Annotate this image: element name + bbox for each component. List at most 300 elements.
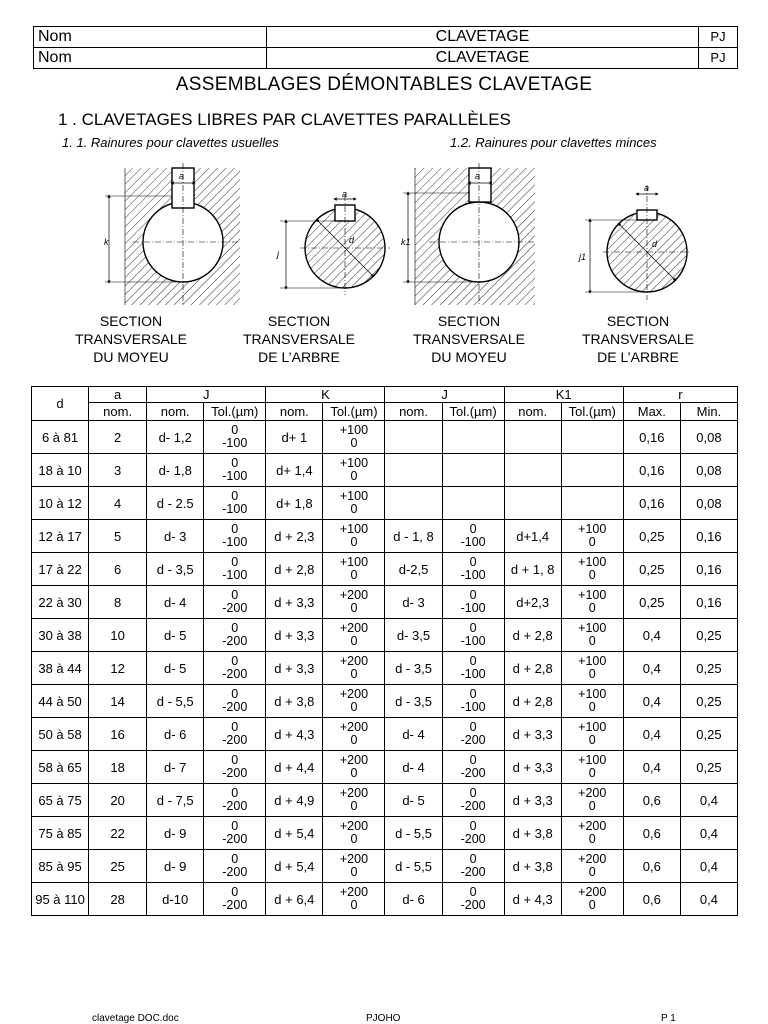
- shaft-section-figure-thin: [575, 180, 695, 305]
- cell-k-nom: d + 5,4: [266, 817, 323, 850]
- cell-a: 22: [89, 817, 147, 850]
- cell-j-nom: d- 9: [147, 850, 204, 883]
- tol-upper: 0: [469, 555, 477, 569]
- cell-j-thin-tol: [442, 520, 504, 553]
- tol-lower: -200: [222, 601, 248, 615]
- tol-upper: +100: [578, 720, 607, 734]
- cell-r-min: 0,08: [680, 421, 737, 454]
- header-name-label: Nom: [34, 27, 267, 48]
- cell-j-thin-nom: d- 5: [385, 784, 442, 817]
- tol-lower: -200: [460, 865, 486, 879]
- dimension-label: j: [277, 249, 279, 259]
- cell-j-thin-tol: [442, 718, 504, 751]
- cell-r-max: 0,4: [623, 652, 680, 685]
- cell-r-max: 0,6: [623, 883, 680, 916]
- tol-lower: 0: [350, 436, 358, 450]
- cell-j-nom: d- 5: [147, 652, 204, 685]
- cell-r-min: 0,25: [680, 619, 737, 652]
- header-title: CLAVETAGE: [267, 27, 699, 48]
- table-row: [32, 619, 738, 652]
- cell-j-thin-nom: d - 1, 8: [385, 520, 442, 553]
- cell-j-thin-tol: [442, 751, 504, 784]
- cell-r-min: 0,08: [680, 487, 737, 520]
- dimension-label: a: [475, 171, 481, 181]
- tol-upper: +200: [578, 819, 607, 833]
- subsection-title-usual: 1. 1. Rainures pour clavettes usuelles: [62, 135, 279, 150]
- cell-k-nom: d + 2,3: [266, 520, 323, 553]
- cell-r-max: 0,6: [623, 850, 680, 883]
- cell-r-max: 0,4: [623, 685, 680, 718]
- table-row: [32, 520, 738, 553]
- cell-j-tol: [204, 454, 266, 487]
- table-row: [32, 652, 738, 685]
- tol-upper: +200: [339, 588, 369, 602]
- cell-j-thin-tol: [442, 421, 504, 454]
- cell-k1-nom: d + 3,3: [504, 751, 561, 784]
- tol-lower: -200: [222, 700, 248, 714]
- cell-k1-nom: d + 2,8: [504, 685, 561, 718]
- tol-upper: 0: [231, 489, 239, 503]
- table-row: [32, 850, 738, 883]
- cell-j-thin-tol: [442, 883, 504, 916]
- header-row: [34, 48, 738, 69]
- table-row: [32, 421, 738, 454]
- tol-upper: 0: [469, 786, 477, 800]
- cell-a: 2: [89, 421, 147, 454]
- subheader-max: Max.: [623, 403, 680, 421]
- page-title: ASSEMBLAGES DÉMONTABLES CLAVETAGE: [175, 74, 593, 95]
- tol-upper: +100: [339, 522, 369, 536]
- table-row: [32, 718, 738, 751]
- cell-j-thin-nom: [385, 454, 442, 487]
- hub-section-figure-usual: [95, 163, 245, 310]
- cell-j-nom: d - 5,5: [147, 685, 204, 718]
- cell-k1-nom: d + 3,3: [504, 718, 561, 751]
- cell-k-nom: d + 5,4: [266, 850, 323, 883]
- cell-j-thin-nom: d-2,5: [385, 553, 442, 586]
- tol-lower: 0: [350, 634, 358, 648]
- cell-r-max: 0,25: [623, 586, 680, 619]
- cell-a: 5: [89, 520, 147, 553]
- tol-lower: -200: [460, 799, 486, 813]
- section-title: 1 . CLAVETAGES LIBRES PAR CLAVETTES PARALLÈLES: [58, 110, 511, 129]
- caption-line: SECTION: [606, 313, 670, 329]
- tol-lower: 0: [350, 601, 358, 615]
- cell-k1-tol: [561, 487, 623, 520]
- tol-lower: -100: [460, 601, 486, 615]
- tol-lower: -100: [460, 568, 486, 582]
- cell-r-min: 0,4: [680, 883, 737, 916]
- tol-upper: +100: [578, 753, 607, 767]
- cell-k1-nom: [504, 421, 561, 454]
- tol-upper: 0: [231, 423, 239, 437]
- cell-k1-nom: d + 3,3: [504, 784, 561, 817]
- cell-r-max: 0,4: [623, 751, 680, 784]
- table-row: [32, 751, 738, 784]
- cell-r-max: 0,4: [623, 619, 680, 652]
- tol-lower: 0: [350, 469, 358, 483]
- cell-j-tol: [204, 883, 266, 916]
- dimension-label: d: [652, 239, 658, 249]
- cell-d: 75 à 85: [32, 817, 89, 850]
- header-row: [34, 27, 738, 48]
- tol-upper: 0: [231, 555, 239, 569]
- cell-k-nom: d+ 1,8: [266, 487, 323, 520]
- tol-upper: +200: [339, 654, 369, 668]
- col-header-j-thin: J: [385, 387, 504, 403]
- tol-lower: -200: [222, 799, 248, 813]
- tol-lower: 0: [588, 799, 596, 813]
- cell-j-thin-nom: d - 5,5: [385, 850, 442, 883]
- tol-upper: +100: [339, 423, 369, 437]
- caption-line: TRANSVERSALE: [581, 331, 695, 347]
- cell-k1-nom: d + 1, 8: [504, 553, 561, 586]
- dimension-label: k: [104, 237, 109, 247]
- tol-lower: -100: [460, 634, 486, 648]
- cell-k1-tol: [561, 751, 623, 784]
- cell-k1-nom: d + 3,8: [504, 817, 561, 850]
- col-header-j: J: [147, 387, 266, 403]
- caption-line: TRANSVERSALE: [242, 331, 356, 347]
- tol-lower: 0: [350, 700, 358, 714]
- cell-a: 6: [89, 553, 147, 586]
- tol-lower: 0: [588, 601, 596, 615]
- cell-j-thin-nom: [385, 421, 442, 454]
- cell-k1-tol: [561, 520, 623, 553]
- tol-upper: +100: [578, 555, 607, 569]
- table-row: [32, 685, 738, 718]
- cell-k1-tol: [561, 553, 623, 586]
- cell-j-nom: d- 1,2: [147, 421, 204, 454]
- cell-r-max: 0,25: [623, 553, 680, 586]
- cell-k-nom: d + 4,9: [266, 784, 323, 817]
- tol-upper: +200: [339, 885, 369, 899]
- cell-k-tol: [323, 883, 385, 916]
- cell-d: 17 à 22: [32, 553, 89, 586]
- cell-j-thin-tol: [442, 652, 504, 685]
- table-subheader-row: [32, 403, 738, 421]
- cell-k1-nom: [504, 487, 561, 520]
- tol-lower: -200: [222, 667, 248, 681]
- tol-upper: 0: [231, 621, 239, 635]
- cell-j-nom: d- 9: [147, 817, 204, 850]
- tol-lower: -100: [460, 700, 486, 714]
- figure-caption: [553, 312, 723, 366]
- cell-r-min: 0,25: [680, 718, 737, 751]
- tol-lower: 0: [588, 535, 596, 549]
- tol-upper: 0: [231, 885, 239, 899]
- cell-k-nom: d + 2,8: [266, 553, 323, 586]
- cell-j-nom: d- 6: [147, 718, 204, 751]
- tol-upper: 0: [469, 720, 477, 734]
- tol-lower: -200: [460, 766, 486, 780]
- subheader-nom: nom.: [385, 403, 442, 421]
- cell-j-nom: d- 5: [147, 619, 204, 652]
- cell-a: 3: [89, 454, 147, 487]
- tol-upper: 0: [231, 456, 239, 470]
- tol-upper: 0: [231, 588, 239, 602]
- cell-j-thin-tol: [442, 784, 504, 817]
- tol-lower: 0: [588, 667, 596, 681]
- cell-k-nom: d + 6,4: [266, 883, 323, 916]
- tol-lower: -200: [222, 766, 248, 780]
- subheader-a-nom: nom.: [89, 403, 147, 421]
- cell-a: 25: [89, 850, 147, 883]
- cell-j-thin-tol: [442, 487, 504, 520]
- cell-j-nom: d - 3,5: [147, 553, 204, 586]
- cell-j-thin-tol: [442, 817, 504, 850]
- tol-upper: 0: [469, 522, 477, 536]
- tol-upper: 0: [469, 621, 477, 635]
- tol-lower: -200: [460, 733, 486, 747]
- cell-k1-tol: [561, 652, 623, 685]
- cell-r-max: 0,6: [623, 784, 680, 817]
- cell-j-thin-nom: d - 3,5: [385, 652, 442, 685]
- cell-k-tol: [323, 520, 385, 553]
- cell-a: 12: [89, 652, 147, 685]
- tol-upper: +100: [578, 588, 607, 602]
- table-row: [32, 586, 738, 619]
- cell-j-thin-nom: d- 4: [385, 751, 442, 784]
- figure-caption: [214, 312, 384, 366]
- caption-line: TRANSVERSALE: [74, 331, 188, 347]
- tol-upper: 0: [469, 753, 477, 767]
- subsection-title-thin: 1.2. Rainures pour clavettes minces: [450, 135, 657, 150]
- tol-lower: -100: [222, 469, 248, 483]
- dimension-label: a: [179, 171, 185, 181]
- tol-upper: +100: [578, 654, 607, 668]
- cell-r-min: 0,16: [680, 586, 737, 619]
- cell-k-tol: [323, 751, 385, 784]
- tol-upper: +200: [339, 621, 369, 635]
- tol-upper: +200: [339, 819, 369, 833]
- cell-j-thin-tol: [442, 553, 504, 586]
- cell-j-thin-nom: d - 3,5: [385, 685, 442, 718]
- cell-k-tol: [323, 718, 385, 751]
- cell-k1-nom: d + 4,3: [504, 883, 561, 916]
- tol-lower: 0: [588, 733, 596, 747]
- cell-r-min: 0,16: [680, 520, 737, 553]
- tol-lower: -100: [460, 535, 486, 549]
- cell-k1-tol: [561, 883, 623, 916]
- tol-upper: +200: [339, 720, 369, 734]
- tol-upper: +200: [339, 753, 369, 767]
- header-name-label: Nom: [34, 48, 267, 69]
- tol-lower: 0: [588, 898, 596, 912]
- tol-upper: +200: [578, 852, 607, 866]
- table-row: [32, 454, 738, 487]
- table-header-row: [32, 387, 738, 403]
- caption-line: DE L’ARBRE: [597, 349, 679, 365]
- cell-r-min: 0,25: [680, 751, 737, 784]
- tol-upper: +200: [578, 786, 607, 800]
- cell-a: 28: [89, 883, 147, 916]
- tol-lower: 0: [350, 865, 358, 879]
- cell-j-tol: [204, 751, 266, 784]
- cell-j-thin-nom: d- 4: [385, 718, 442, 751]
- cell-j-tol: [204, 718, 266, 751]
- cell-d: 18 à 10: [32, 454, 89, 487]
- caption-line: SECTION: [99, 313, 163, 329]
- cell-k-nom: d + 4,3: [266, 718, 323, 751]
- tol-upper: +100: [339, 555, 369, 569]
- tol-upper: 0: [231, 786, 239, 800]
- col-header-r: r: [623, 387, 737, 403]
- caption-line: SECTION: [267, 313, 331, 329]
- cell-r-min: 0,4: [680, 850, 737, 883]
- tol-lower: -100: [222, 502, 248, 516]
- cell-j-tol: [204, 817, 266, 850]
- cell-j-nom: d- 4: [147, 586, 204, 619]
- tol-upper: 0: [469, 885, 477, 899]
- hub-section-figure-thin: [395, 163, 545, 310]
- cell-j-thin-nom: d- 3,5: [385, 619, 442, 652]
- table-row: [32, 784, 738, 817]
- tol-lower: 0: [350, 898, 358, 912]
- dimension-label: a: [342, 189, 348, 199]
- tol-lower: 0: [588, 568, 596, 582]
- cell-j-nom: d-10: [147, 883, 204, 916]
- table-row: [32, 553, 738, 586]
- cell-j-nom: d- 3: [147, 520, 204, 553]
- subheader-nom: nom.: [504, 403, 561, 421]
- cell-j-nom: d- 1,8: [147, 454, 204, 487]
- cell-k-tol: [323, 817, 385, 850]
- tol-lower: -100: [222, 568, 248, 582]
- cell-k1-tol: [561, 817, 623, 850]
- cell-k-tol: [323, 553, 385, 586]
- col-header-k1: K1: [504, 387, 623, 403]
- tol-lower: 0: [350, 535, 358, 549]
- cell-j-thin-nom: d- 6: [385, 883, 442, 916]
- tol-upper: 0: [231, 753, 239, 767]
- cell-d: 44 à 50: [32, 685, 89, 718]
- figure-caption: [384, 312, 554, 366]
- cell-j-thin-nom: [385, 487, 442, 520]
- cell-j-tol: [204, 652, 266, 685]
- dimension-label: j1: [579, 252, 587, 262]
- header-pj: PJ: [699, 48, 738, 69]
- cell-j-tol: [204, 784, 266, 817]
- tol-upper: 0: [469, 687, 477, 701]
- cell-j-thin-nom: d - 5,5: [385, 817, 442, 850]
- cell-r-max: 0,6: [623, 817, 680, 850]
- cell-k-tol: [323, 586, 385, 619]
- tol-upper: 0: [231, 720, 239, 734]
- tol-lower: 0: [588, 832, 596, 846]
- cell-r-min: 0,4: [680, 817, 737, 850]
- cell-j-tol: [204, 553, 266, 586]
- tol-lower: -200: [222, 832, 248, 846]
- cell-j-tol: [204, 421, 266, 454]
- subheader-tol: Tol.(µm): [442, 403, 504, 421]
- cell-a: 20: [89, 784, 147, 817]
- tol-lower: 0: [588, 634, 596, 648]
- cell-k1-tol: [561, 784, 623, 817]
- cell-k1-tol: [561, 586, 623, 619]
- tol-lower: -100: [460, 667, 486, 681]
- cell-k-tol: [323, 619, 385, 652]
- tol-upper: +200: [339, 687, 369, 701]
- cell-k1-tol: [561, 421, 623, 454]
- tol-upper: +200: [339, 786, 369, 800]
- cell-k-nom: d + 4,4: [266, 751, 323, 784]
- cell-k-tol: [323, 685, 385, 718]
- document-header: [33, 26, 738, 69]
- cell-j-thin-tol: [442, 685, 504, 718]
- tol-lower: 0: [350, 568, 358, 582]
- tol-lower: -100: [222, 436, 248, 450]
- cell-j-thin-nom: d- 3: [385, 586, 442, 619]
- tol-upper: +200: [578, 885, 607, 899]
- cell-k-tol: [323, 652, 385, 685]
- cell-d: 95 à 110: [32, 883, 89, 916]
- tol-upper: 0: [469, 852, 477, 866]
- cell-k-nom: d+ 1,4: [266, 454, 323, 487]
- tol-lower: 0: [350, 733, 358, 747]
- cell-r-max: 0,16: [623, 487, 680, 520]
- subheader-tol: Tol.(µm): [323, 403, 385, 421]
- tol-lower: 0: [350, 667, 358, 681]
- header-pj: PJ: [699, 27, 738, 48]
- tol-upper: +200: [339, 852, 369, 866]
- cell-k-tol: [323, 454, 385, 487]
- cell-d: 85 à 95: [32, 850, 89, 883]
- footer-page-number: P 1: [661, 1013, 676, 1024]
- cell-j-tol: [204, 487, 266, 520]
- caption-line: TRANSVERSALE: [412, 331, 526, 347]
- cell-d: 12 à 17: [32, 520, 89, 553]
- cell-d: 30 à 38: [32, 619, 89, 652]
- tol-lower: 0: [350, 502, 358, 516]
- tol-lower: 0: [588, 865, 596, 879]
- cell-j-tol: [204, 619, 266, 652]
- cell-j-tol: [204, 586, 266, 619]
- cell-j-thin-tol: [442, 850, 504, 883]
- tol-lower: 0: [588, 766, 596, 780]
- cell-k1-nom: d + 2,8: [504, 652, 561, 685]
- cell-k-tol: [323, 784, 385, 817]
- cell-j-nom: d- 7: [147, 751, 204, 784]
- cell-a: 4: [89, 487, 147, 520]
- tol-lower: 0: [350, 766, 358, 780]
- cell-k-nom: d + 3,3: [266, 586, 323, 619]
- shaft-section-figure-usual: [265, 189, 395, 305]
- cell-k1-tol: [561, 619, 623, 652]
- tol-upper: +100: [339, 489, 369, 503]
- tol-lower: 0: [350, 832, 358, 846]
- col-header-a: a: [89, 387, 147, 403]
- cell-j-thin-tol: [442, 619, 504, 652]
- cell-k1-nom: d + 2,8: [504, 619, 561, 652]
- keyway-dimension-table: [31, 386, 738, 916]
- tol-upper: 0: [231, 852, 239, 866]
- caption-line: DU MOYEU: [93, 349, 169, 365]
- cell-k1-nom: d+1,4: [504, 520, 561, 553]
- cell-k-tol: [323, 487, 385, 520]
- dimension-label: k1: [401, 237, 411, 247]
- subheader-tol: Tol.(µm): [561, 403, 623, 421]
- cell-j-thin-tol: [442, 586, 504, 619]
- cell-k1-nom: d + 3,8: [504, 850, 561, 883]
- tol-upper: +100: [339, 456, 369, 470]
- table-row: [32, 883, 738, 916]
- cell-j-thin-tol: [442, 454, 504, 487]
- cell-r-max: 0,25: [623, 520, 680, 553]
- tol-lower: 0: [350, 799, 358, 813]
- cell-k1-tol: [561, 718, 623, 751]
- cell-a: 18: [89, 751, 147, 784]
